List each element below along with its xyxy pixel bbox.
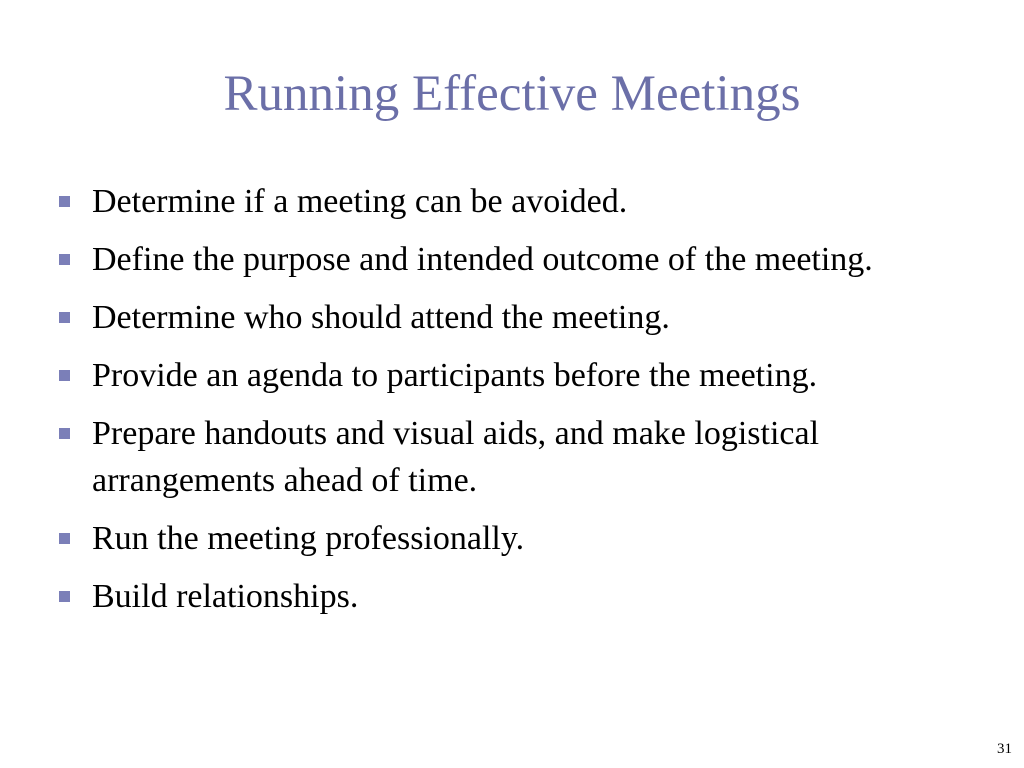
bullet-text: Run the meeting professionally. bbox=[92, 520, 525, 557]
bullet-text: Provide an agenda to participants before the meeting. bbox=[92, 357, 818, 394]
square-bullet-icon bbox=[59, 370, 70, 381]
slide-title: Running Effective Meetings bbox=[223, 66, 801, 122]
bullet-item bbox=[56, 410, 976, 504]
bullet-text: Build relationships. bbox=[92, 578, 359, 615]
bullet-text: Define the purpose and intended outcome of the meeting. bbox=[92, 241, 873, 278]
square-bullet-icon bbox=[59, 428, 70, 439]
bullet-text: Prepare handouts and visual aids, and make logistical arrangements ahead of time. bbox=[92, 415, 820, 499]
bullet-list bbox=[56, 178, 976, 631]
slide-number: 31 bbox=[997, 741, 1012, 757]
bullet-item bbox=[56, 178, 976, 225]
square-bullet-icon bbox=[59, 591, 70, 602]
bullet-text: Determine who should attend the meeting. bbox=[92, 299, 670, 336]
bullet-item bbox=[56, 515, 976, 562]
bullet-item bbox=[56, 236, 976, 283]
bullet-item bbox=[56, 573, 976, 620]
square-bullet-icon bbox=[59, 196, 70, 207]
bullet-text: Determine if a meeting can be avoided. bbox=[92, 183, 628, 220]
bullet-item bbox=[56, 352, 976, 399]
bullet-item bbox=[56, 294, 976, 341]
square-bullet-icon bbox=[59, 533, 70, 544]
square-bullet-icon bbox=[59, 254, 70, 265]
square-bullet-icon bbox=[59, 312, 70, 323]
